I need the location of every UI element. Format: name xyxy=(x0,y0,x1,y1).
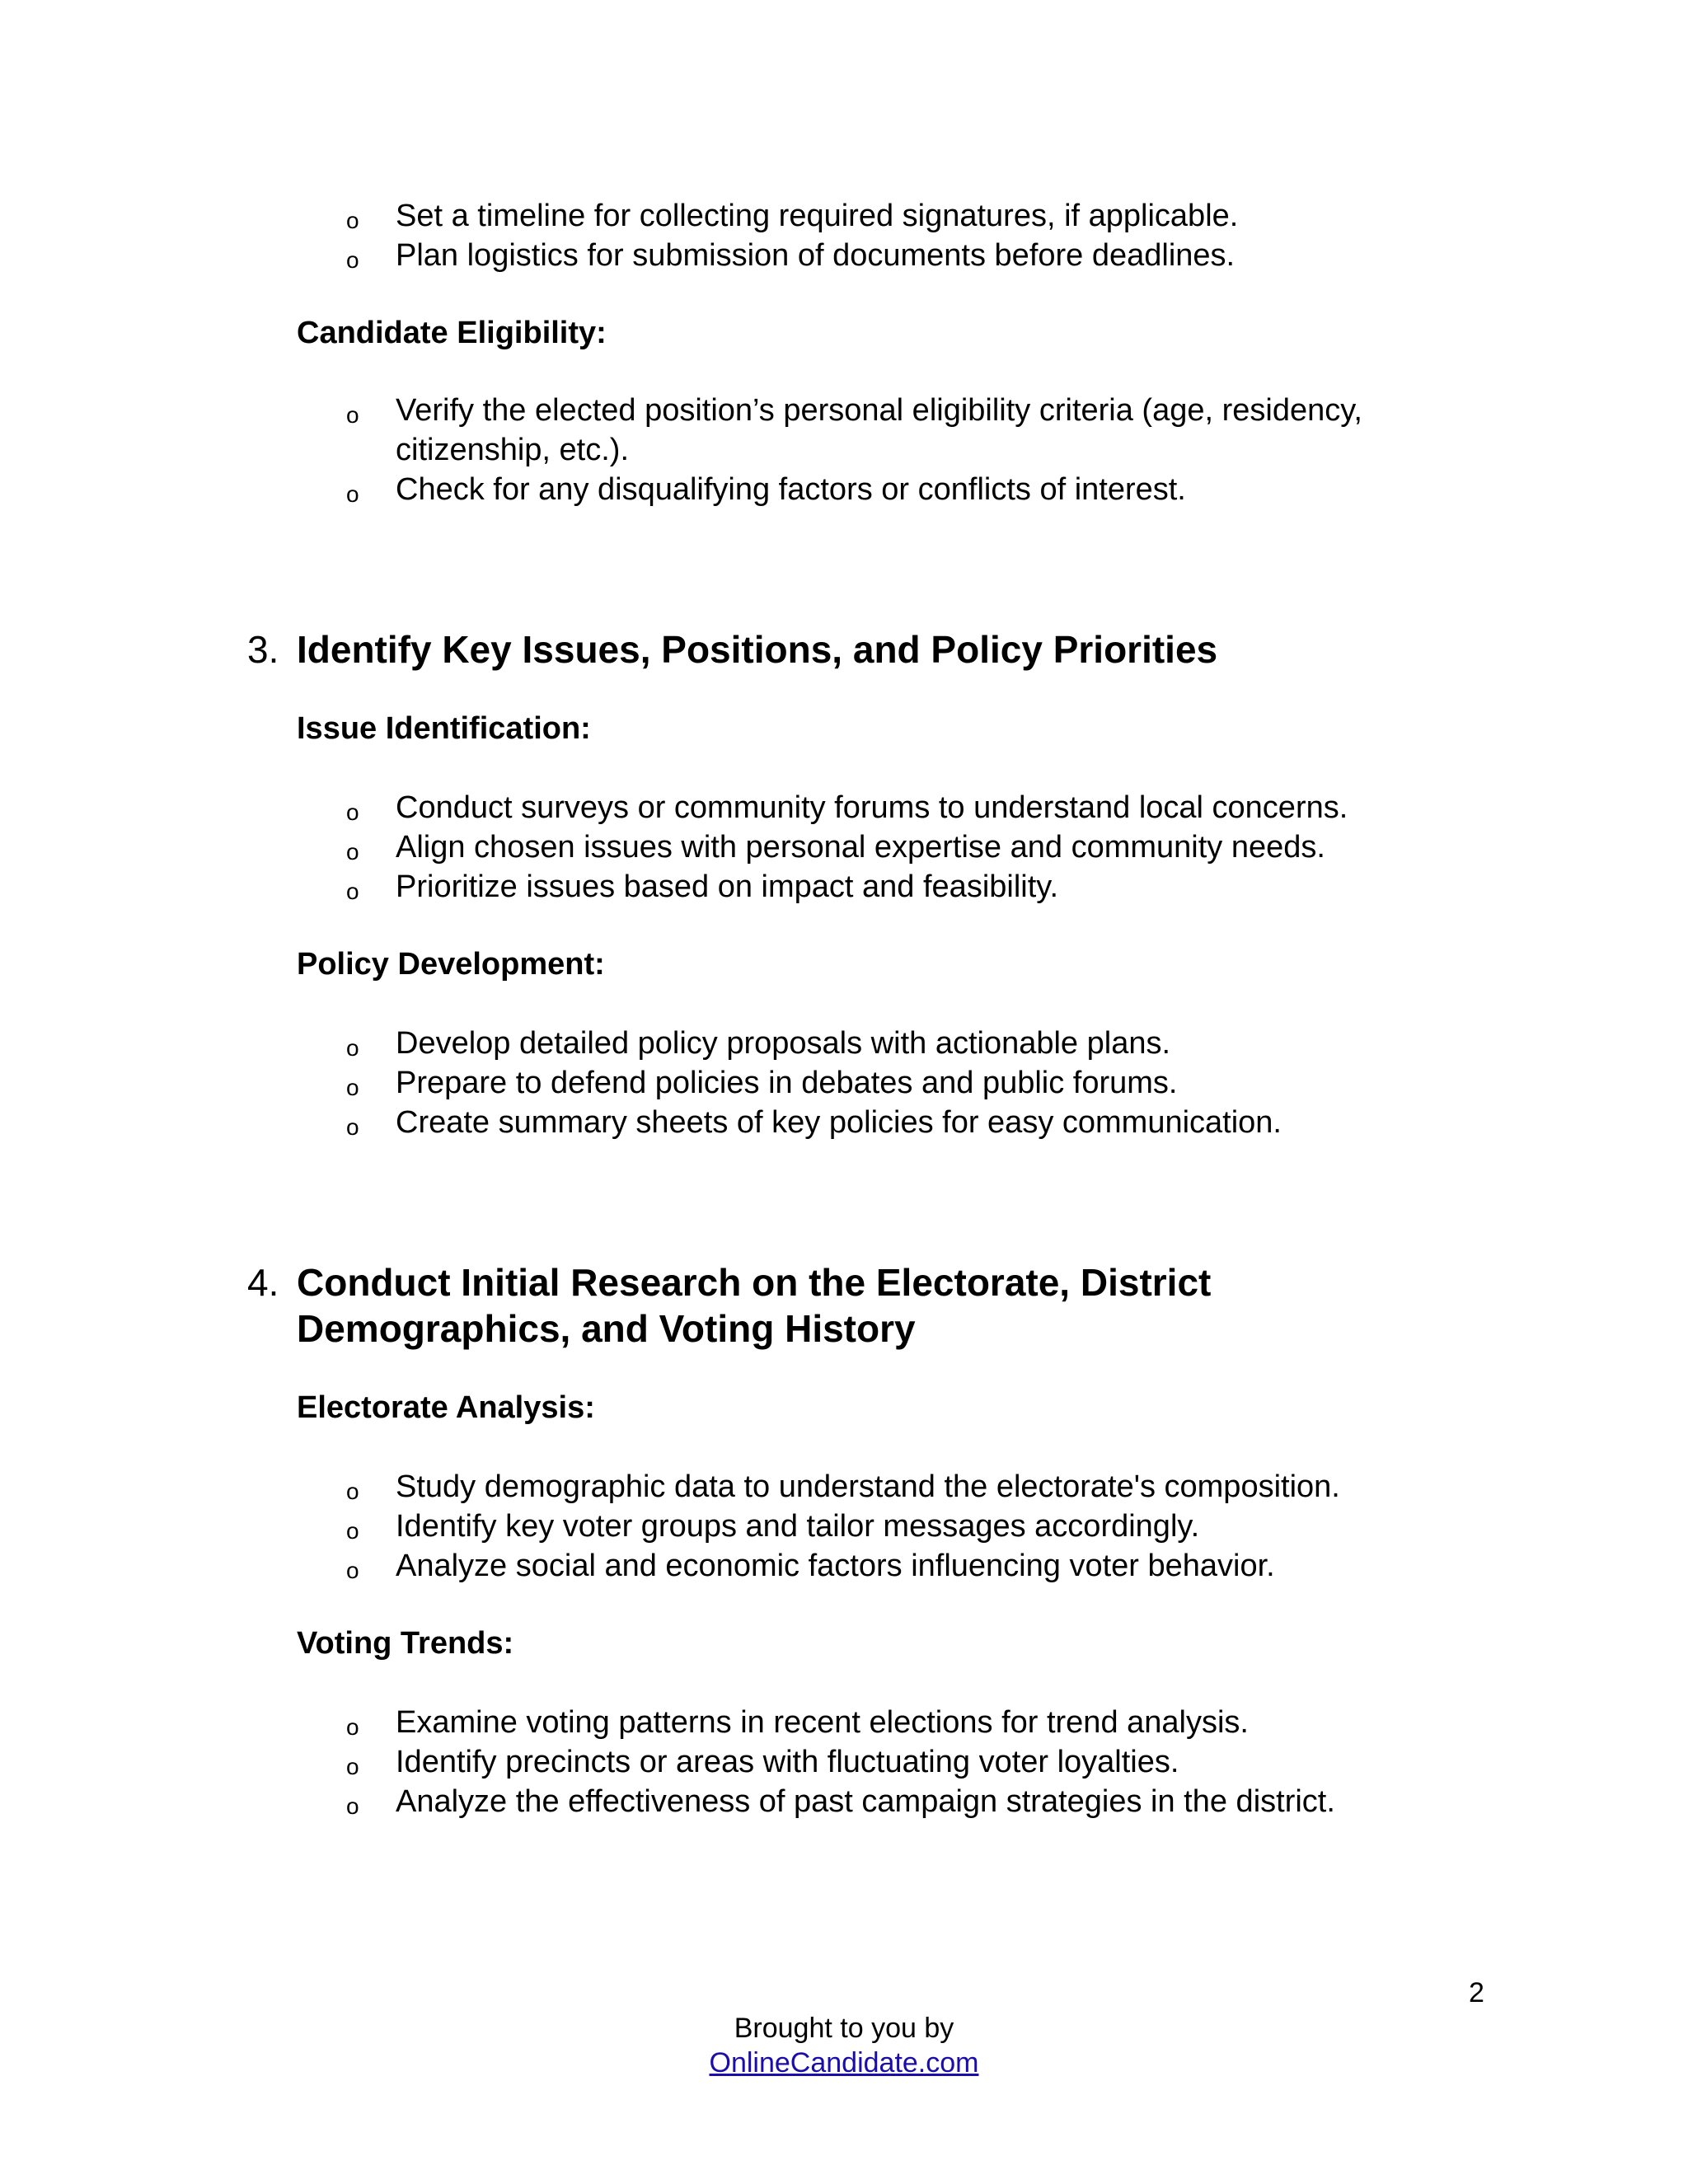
footer-link[interactable]: OnlineCandidate.com xyxy=(709,2047,979,2079)
list-item: o Examine voting patterns in recent elections for trend analysis. xyxy=(0,1703,1467,1742)
bullet-icon: o xyxy=(346,1518,359,1544)
bullet-icon: o xyxy=(346,247,359,273)
bullet-icon: o xyxy=(346,1035,359,1061)
list-item: o Create summary sheets of key policies for easy communication. xyxy=(0,1103,1467,1142)
bullet-icon: o xyxy=(346,1114,359,1140)
list-item: o Verify the elected position’s personal eligibility criteria (age, residency, citizenship, etc.). xyxy=(346,393,1362,467)
section-number: 3. xyxy=(247,628,279,671)
list-item: o Analyze the effectiveness of past campaign strategies in the district. xyxy=(0,1782,1467,1821)
section-title: Identify Key Issues, Positions, and Policy Priorities xyxy=(297,628,1218,671)
bullet-icon: o xyxy=(346,208,359,233)
list-item: o Conduct surveys or community forums to understand local concerns. xyxy=(0,788,1467,827)
issue-identification-heading: Issue Identification: xyxy=(297,711,591,746)
footer-credit: Brought to you by xyxy=(734,2013,954,2044)
policy-development-list xyxy=(0,1024,1688,1142)
bullet-icon: o xyxy=(346,839,359,865)
section-number: 4. xyxy=(247,1261,279,1304)
list-item: o Identify precincts or areas with fluctuating voter loyalties. xyxy=(0,1742,1467,1782)
list-item: o Set a timeline for collecting required signatures, if applicable. xyxy=(0,196,1467,236)
voting-trends-heading: Voting Trends: xyxy=(297,1626,514,1661)
bullet-icon: o xyxy=(346,1714,359,1740)
list-item: o Plan logistics for submission of documents before deadlines. xyxy=(0,236,1467,275)
list-item: o Prioritize issues based on impact and feasibility. xyxy=(0,867,1467,907)
policy-development-heading: Policy Development: xyxy=(297,947,605,982)
list-item: o Study demographic data to understand the electorate's composition. xyxy=(0,1467,1467,1507)
issue-identification-list xyxy=(0,788,1688,907)
list-item: o Check for any disqualifying factors or conflicts of interest. xyxy=(0,470,1467,509)
bullet-icon: o xyxy=(346,799,359,825)
bullet-icon: o xyxy=(346,1558,359,1583)
electorate-analysis-heading: Electorate Analysis: xyxy=(297,1390,595,1425)
list-item: o Prepare to defend policies in debates and public forums. xyxy=(0,1063,1467,1103)
filing-list xyxy=(0,196,1688,275)
bullet-icon: o xyxy=(346,1754,359,1779)
section-title: Conduct Initial Research on the Electorate, District Demographics, and Voting History xyxy=(297,1261,1212,1350)
bullet-icon: o xyxy=(346,481,359,507)
bullet-icon: o xyxy=(346,402,359,428)
electorate-analysis-list xyxy=(0,1467,1688,1586)
eligibility-heading: Candidate Eligibility: xyxy=(297,316,607,350)
bullet-icon: o xyxy=(346,1075,359,1100)
bullet-icon: o xyxy=(346,1793,359,1819)
voting-trends-list xyxy=(0,1703,1688,1821)
bullet-icon: o xyxy=(346,1479,359,1504)
eligibility-list xyxy=(0,391,1688,509)
page-number: 2 xyxy=(1469,1977,1484,2008)
list-item: o Identify key voter groups and tailor messages accordingly. xyxy=(0,1507,1467,1546)
list-item: o Align chosen issues with personal expertise and community needs. xyxy=(0,827,1467,867)
list-item: o Analyze social and economic factors influencing voter behavior. xyxy=(0,1546,1467,1586)
footer xyxy=(0,2011,1688,2080)
list-item: o Develop detailed policy proposals with actionable plans. xyxy=(0,1024,1467,1063)
bullet-icon: o xyxy=(346,879,359,904)
